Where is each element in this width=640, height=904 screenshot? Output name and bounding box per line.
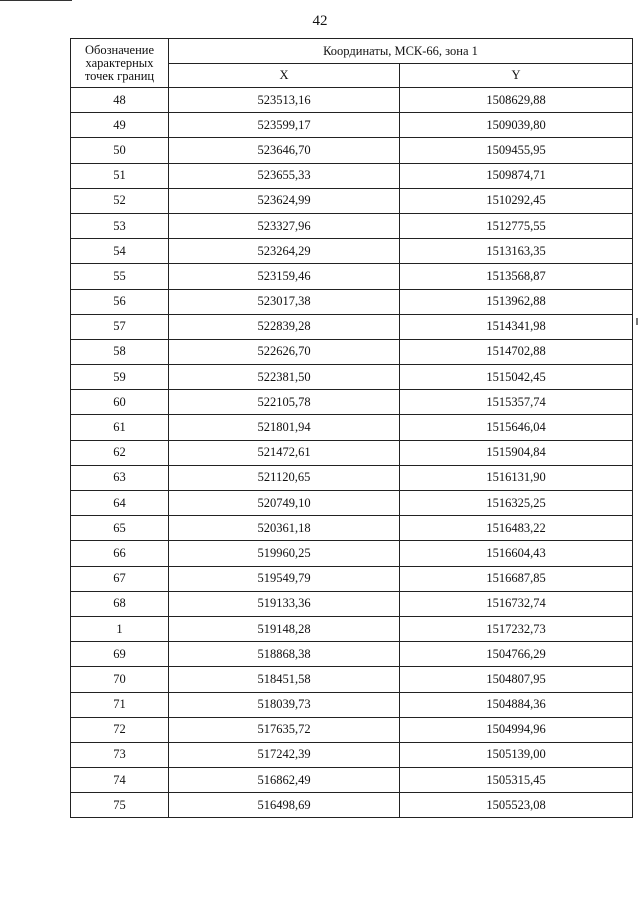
x-cell: 520361,18 (169, 516, 400, 541)
table-row (71, 440, 633, 465)
table-row (71, 339, 633, 364)
point-cell: 64 (71, 491, 169, 516)
point-cell: 50 (71, 138, 169, 163)
table-row (71, 516, 633, 541)
x-cell: 522105,78 (169, 390, 400, 415)
table-row (71, 566, 633, 591)
point-cell: 49 (71, 113, 169, 138)
y-cell: 1516325,25 (400, 491, 633, 516)
x-cell: 521120,65 (169, 465, 400, 490)
y-cell: 1513568,87 (400, 264, 633, 289)
table-row (71, 541, 633, 566)
x-cell: 523624,99 (169, 188, 400, 213)
x-cell: 518451,58 (169, 667, 400, 692)
point-cell: 66 (71, 541, 169, 566)
x-cell: 518039,73 (169, 692, 400, 717)
y-cell: 1510292,45 (400, 188, 633, 213)
point-cell: 55 (71, 264, 169, 289)
table-row (71, 591, 633, 616)
point-cell: 62 (71, 440, 169, 465)
y-cell: 1504884,36 (400, 692, 633, 717)
x-cell: 519148,28 (169, 616, 400, 641)
x-cell: 517242,39 (169, 742, 400, 767)
point-cell: 48 (71, 88, 169, 113)
y-cell: 1504807,95 (400, 667, 633, 692)
table-row (71, 365, 633, 390)
x-cell: 517635,72 (169, 717, 400, 742)
point-cell: 54 (71, 239, 169, 264)
table-row (71, 642, 633, 667)
table-header (71, 39, 633, 88)
y-cell: 1504766,29 (400, 642, 633, 667)
table-row (71, 188, 633, 213)
table-row (71, 717, 633, 742)
header-point-line2: характерных (85, 55, 154, 70)
point-cell: 72 (71, 717, 169, 742)
table-row (71, 163, 633, 188)
y-cell: 1513962,88 (400, 289, 633, 314)
y-cell: 1516483,22 (400, 516, 633, 541)
point-cell: 74 (71, 768, 169, 793)
x-cell: 522381,50 (169, 365, 400, 390)
y-cell: 1515646,04 (400, 415, 633, 440)
point-cell: 52 (71, 188, 169, 213)
x-cell: 516498,69 (169, 793, 400, 818)
x-cell: 518868,38 (169, 642, 400, 667)
y-cell: 1515904,84 (400, 440, 633, 465)
y-cell: 1515357,74 (400, 390, 633, 415)
y-cell: 1515042,45 (400, 365, 633, 390)
header-point-line1: Обозначение (84, 42, 155, 57)
point-cell: 60 (71, 390, 169, 415)
x-cell: 523017,38 (169, 289, 400, 314)
point-cell: 57 (71, 314, 169, 339)
table-row (71, 138, 633, 163)
y-cell: 1505315,45 (400, 768, 633, 793)
point-cell: 56 (71, 289, 169, 314)
point-cell: 75 (71, 793, 169, 818)
point-cell: 68 (71, 591, 169, 616)
y-cell: 1509039,80 (400, 113, 633, 138)
x-cell: 522626,70 (169, 339, 400, 364)
table-row (71, 213, 633, 238)
x-cell: 523513,16 (169, 88, 400, 113)
x-cell: 523646,70 (169, 138, 400, 163)
y-cell: 1516131,90 (400, 465, 633, 490)
x-cell: 523327,96 (169, 213, 400, 238)
table-row (71, 491, 633, 516)
table-row (71, 264, 633, 289)
header-point-line3: точек границ (84, 68, 155, 83)
x-cell: 523655,33 (169, 163, 400, 188)
y-cell: 1504994,96 (400, 717, 633, 742)
table-row (71, 465, 633, 490)
page-number: 42 (312, 13, 328, 29)
table-row (71, 88, 633, 113)
point-cell: 1 (71, 616, 169, 641)
point-cell: 71 (71, 692, 169, 717)
x-cell: 523159,46 (169, 264, 400, 289)
point-cell: 53 (71, 213, 169, 238)
x-cell: 523599,17 (169, 113, 400, 138)
table-row (71, 239, 633, 264)
x-cell: 519549,79 (169, 566, 400, 591)
x-cell: 520749,10 (169, 491, 400, 516)
x-cell: 516862,49 (169, 768, 400, 793)
table-row (71, 314, 633, 339)
header-point-designation (71, 39, 169, 88)
x-cell: 523264,29 (169, 239, 400, 264)
header-coordinates: Координаты, МСК-66, зона 1 (169, 39, 633, 64)
x-cell: 519133,36 (169, 591, 400, 616)
header-y: Y (400, 64, 633, 88)
y-cell: 1516732,74 (400, 591, 633, 616)
coordinates-table (70, 38, 633, 818)
x-cell: 522839,28 (169, 314, 400, 339)
table-row (71, 742, 633, 767)
point-cell: 73 (71, 742, 169, 767)
point-cell: 70 (71, 667, 169, 692)
point-cell: 59 (71, 365, 169, 390)
y-cell: 1513163,35 (400, 239, 633, 264)
point-cell: 51 (71, 163, 169, 188)
point-cell: 58 (71, 339, 169, 364)
x-cell: 519960,25 (169, 541, 400, 566)
table-row (71, 667, 633, 692)
table-row (71, 768, 633, 793)
y-cell: 1509455,95 (400, 138, 633, 163)
y-cell: 1516604,43 (400, 541, 633, 566)
y-cell: 1505139,00 (400, 742, 633, 767)
y-cell: 1512775,55 (400, 213, 633, 238)
y-cell: 1508629,88 (400, 88, 633, 113)
table-row (71, 692, 633, 717)
table-row (71, 793, 633, 818)
scan-speck (636, 318, 638, 325)
table-row (71, 289, 633, 314)
table-row (71, 616, 633, 641)
point-cell: 67 (71, 566, 169, 591)
table-row (71, 113, 633, 138)
table-row (71, 390, 633, 415)
table-row (71, 415, 633, 440)
y-cell: 1509874,71 (400, 163, 633, 188)
point-cell: 61 (71, 415, 169, 440)
y-cell: 1516687,85 (400, 566, 633, 591)
y-cell: 1505523,08 (400, 793, 633, 818)
header-x: X (169, 64, 400, 88)
y-cell: 1514702,88 (400, 339, 633, 364)
x-cell: 521801,94 (169, 415, 400, 440)
point-cell: 69 (71, 642, 169, 667)
table-body (71, 88, 633, 818)
point-cell: 65 (71, 516, 169, 541)
point-cell: 63 (71, 465, 169, 490)
y-cell: 1517232,73 (400, 616, 633, 641)
y-cell: 1514341,98 (400, 314, 633, 339)
scan-edge-line (0, 0, 72, 1)
x-cell: 521472,61 (169, 440, 400, 465)
